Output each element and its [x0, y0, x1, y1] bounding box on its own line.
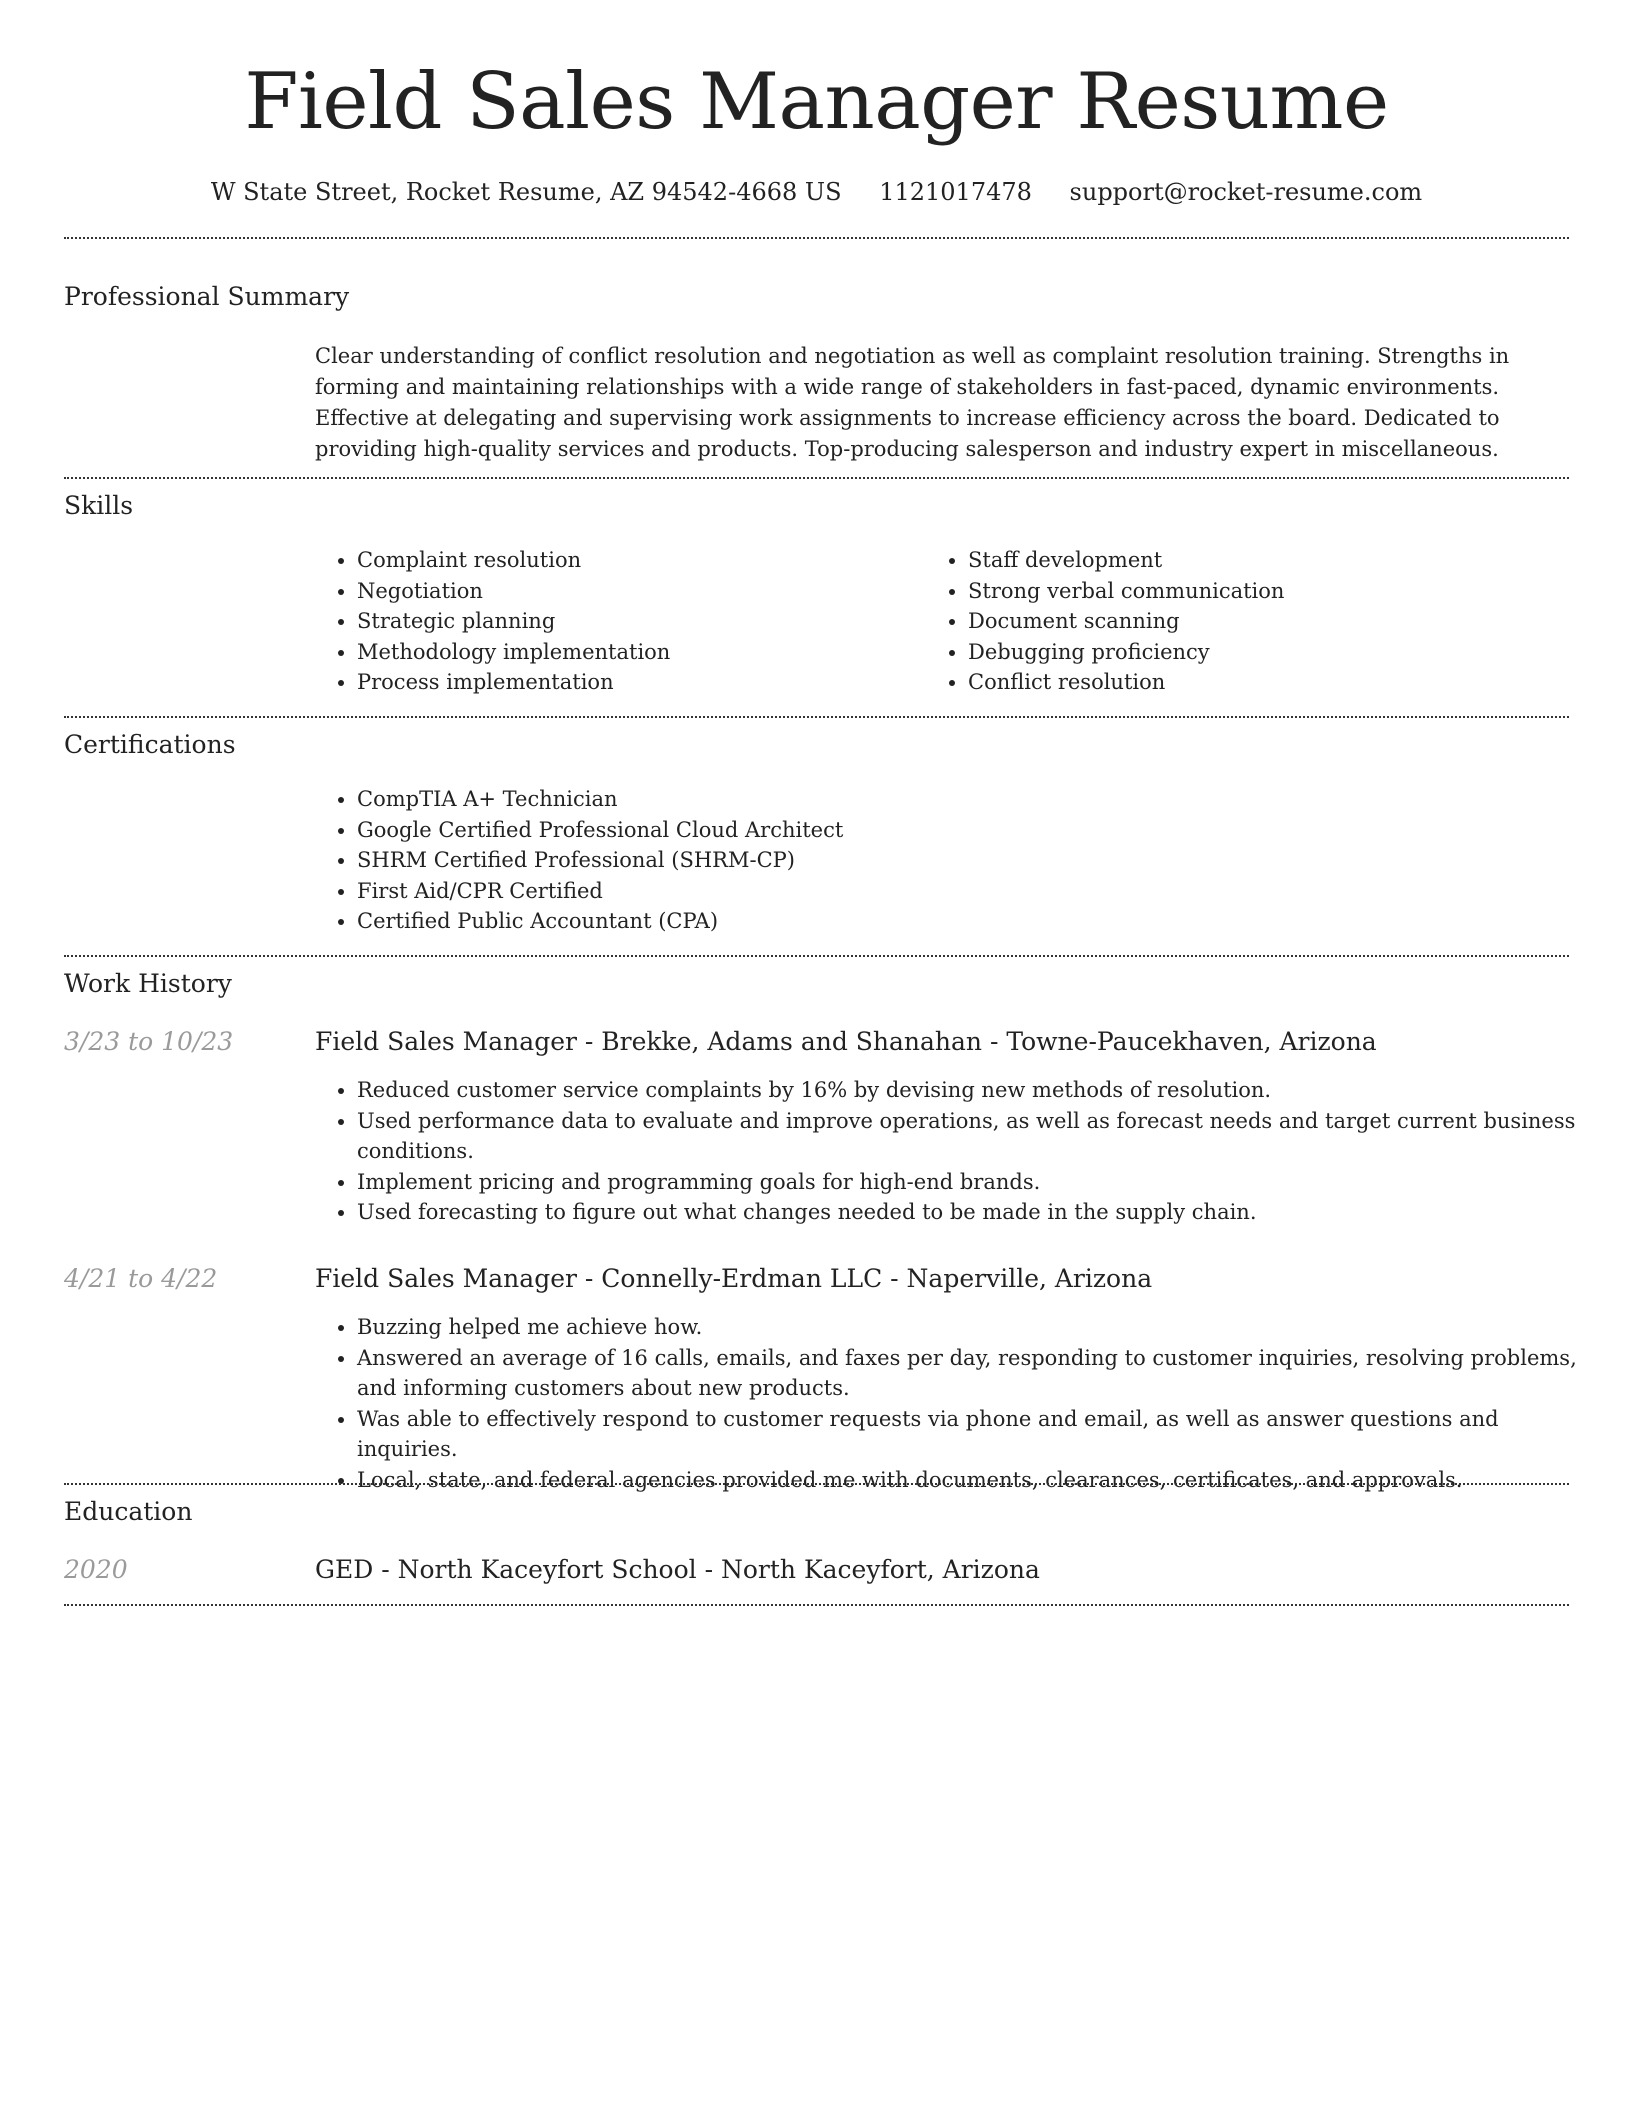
certifications-heading: Certifications [64, 730, 236, 759]
certifications-list [313, 784, 1557, 937]
resume-header [64, 50, 1569, 208]
contact-phone: 1121017478 [879, 178, 1032, 206]
job-bullet: • Buzzing helped me achieve how. [357, 1312, 1602, 1343]
work-history-heading: Work History [64, 969, 232, 998]
page-title: Field Sales Manager Resume [244, 57, 1389, 147]
job-bullet: • Used performance data to evaluate and improve operations, as well as forecast needs and target current business conditions. [357, 1106, 1587, 1167]
contact-address: W State Street, Rocket Resume, AZ 94542-4668 US [210, 178, 842, 206]
job-title: Field Sales Manager - Brekke, Adams and Shanahan - Towne-Paucekhaven, Arizona [315, 1027, 1377, 1056]
job-bullets [313, 1075, 1587, 1228]
job-bullet: • Was able to effectively respond to customer requests via phone and email, as well as answer questions and inquiries. [357, 1404, 1602, 1465]
skill-item: • Process implementation [357, 667, 917, 698]
divider [64, 237, 1569, 239]
education-title: GED - North Kaceyfort School - North Kaceyfort, Arizona [315, 1555, 1040, 1584]
certification-item: • First Aid/CPR Certified [357, 876, 1557, 907]
certification-item: • Google Certified Professional Cloud Architect [357, 815, 1557, 846]
skills-list-right [924, 545, 1568, 698]
skills-list-left [313, 545, 917, 698]
summary-heading: Professional Summary [64, 282, 350, 311]
job-bullet: • Used forecasting to figure out what changes needed to be made in the supply chain. [357, 1197, 1587, 1228]
divider [64, 1483, 1569, 1485]
skill-item: • Strong verbal communication [968, 576, 1568, 607]
job-dates: 3/23 to 10/23 [64, 1027, 234, 1056]
certification-item: • CompTIA A+ Technician [357, 784, 1557, 815]
job-title: Field Sales Manager - Connelly-Erdman LLC - Naperville, Arizona [315, 1264, 1153, 1293]
divider [64, 716, 1569, 718]
certification-item: • SHRM Certified Professional (SHRM-CP) [357, 845, 1557, 876]
skill-item: • Staff development [968, 545, 1568, 576]
education-year: 2020 [64, 1555, 128, 1584]
skill-item: • Negotiation [357, 576, 917, 607]
divider [64, 477, 1569, 479]
divider [64, 1604, 1569, 1606]
skills-heading: Skills [64, 491, 134, 520]
skill-item: • Methodology implementation [357, 637, 917, 668]
job-bullet: • Local, state, and federal agencies provided me with documents, clearances, certificates, and approvals. [357, 1465, 1602, 1496]
skill-item: • Document scanning [968, 606, 1568, 637]
contact-line [64, 176, 1569, 208]
job-bullet: • Answered an average of 16 calls, emails, and faxes per day, responding to customer inquiries, resolving problems, and informing customers about new products. [357, 1343, 1602, 1404]
job-bullets [313, 1312, 1602, 1495]
skill-item: • Conflict resolution [968, 667, 1568, 698]
skill-item: • Complaint resolution [357, 545, 917, 576]
summary-text: Clear understanding of conflict resolution and negotiation as well as complaint resolution training. Strengths in forming and maintaining relationships with a wide range of stakeholders in fast-paced, dynamic environments. Effective at delegating and supervising work assignments to increase efficiency across the board. Dedicated to providing high-quality services and products. Top-producing salesperson and industry expert in miscellaneous. [315, 344, 1510, 461]
education-heading: Education [64, 1497, 193, 1526]
skill-item: • Strategic planning [357, 606, 917, 637]
contact-email: support@rocket-resume.com [1069, 178, 1423, 206]
divider [64, 955, 1569, 957]
job-bullet: • Reduced customer service complaints by 16% by devising new methods of resolution. [357, 1075, 1587, 1106]
job-bullet: • Implement pricing and programming goals for high-end brands. [357, 1167, 1587, 1198]
job-dates: 4/21 to 4/22 [64, 1264, 218, 1293]
skill-item: • Debugging proficiency [968, 637, 1568, 668]
certification-item: • Certified Public Accountant (CPA) [357, 906, 1557, 937]
